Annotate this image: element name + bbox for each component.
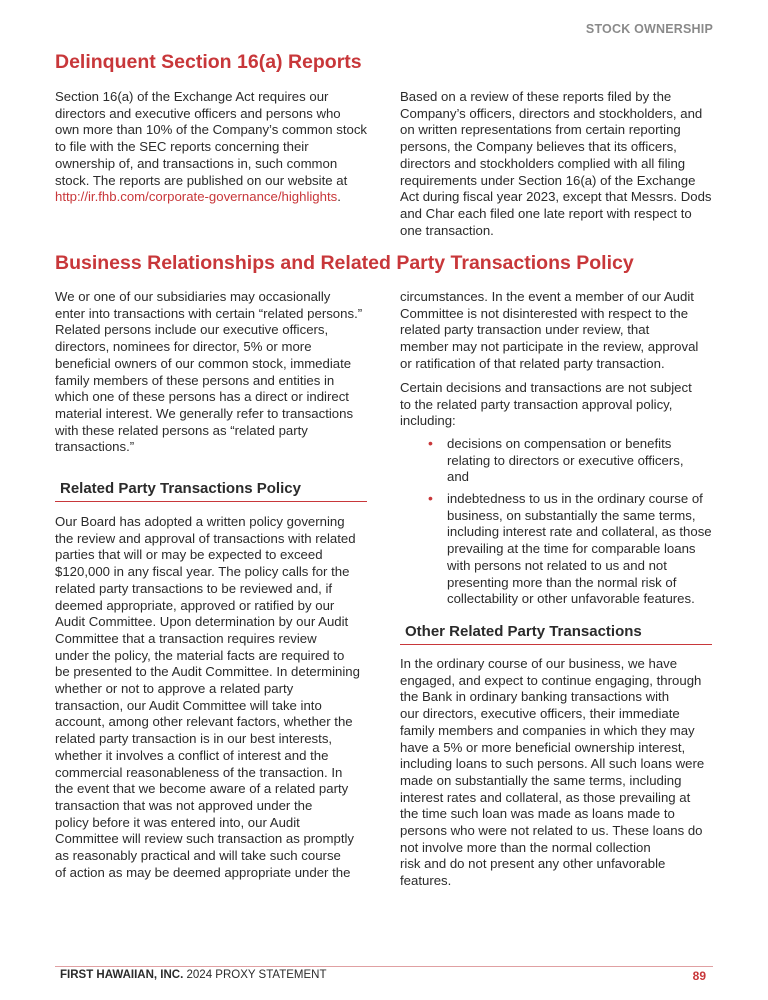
text-line: of action as may be deemed appropriate under the — [55, 864, 351, 880]
link-suffix: . — [337, 189, 341, 205]
text-line: ownership of, and transactions in, such common — [55, 155, 338, 171]
text-line: deemed appropriate, approved or ratified by our — [55, 597, 335, 613]
text-line: the review and approval of transactions with related — [55, 530, 356, 546]
text-line: requirements under Section 16(a) of the Exchange — [400, 172, 696, 188]
text-line: Committee is not disinterested with respect to the — [400, 305, 689, 321]
text-line: the Bank in ordinary banking transactions with — [400, 689, 670, 705]
bullet-icon: • — [428, 435, 433, 451]
text-line: We or one of our subsidiaries may occasionally — [55, 289, 331, 304]
text-line: related party transaction is in our best interests, — [55, 731, 333, 747]
text-line: persons who were not related to us. These loans do — [400, 823, 703, 839]
section-title-business: Business Relationships and Related Party Transactions Policy — [55, 252, 634, 274]
text-line: stock. The reports are published on our website at — [55, 172, 348, 188]
text-line: on written representations from certain reporting — [400, 122, 681, 138]
text-line: family members and companies in which they may — [400, 722, 695, 738]
text-line: Act during fiscal year 2023, except that Messrs. Dods — [400, 189, 712, 205]
page-number: 89 — [692, 969, 706, 983]
other-transactions-paragraph — [400, 656, 704, 890]
text-line: which one of these persons has a direct or indirect — [55, 389, 349, 405]
text-line: with persons not related to us and not — [447, 557, 667, 573]
text-line: be presented to the Audit Committee. In determining — [55, 664, 360, 680]
text-line: member may not participate in the review, approval — [400, 339, 699, 355]
section-title-delinquent: Delinquent Section 16(a) Reports — [55, 51, 362, 73]
footer-divider — [55, 966, 713, 967]
text-line: policy before it was entered into, our Audit — [55, 814, 300, 830]
text-line: decisions on compensation or benefits — [447, 436, 672, 451]
text-line: relating to directors or executive officers, — [447, 452, 684, 468]
text-line: transaction, our Audit Committee will take into — [55, 697, 322, 713]
text-line: whether or not to approve a related party — [55, 681, 294, 697]
text-line: with these related persons as “related party — [55, 422, 308, 438]
running-header: STOCK OWNERSHIP — [585, 22, 713, 36]
text-line: collectability or other unfavorable features. — [447, 591, 695, 607]
subsection-title-policy: Related Party Transactions Policy — [55, 480, 367, 502]
text-line: transactions.” — [55, 439, 135, 455]
text-line: the time such loan was made as loans made to — [400, 806, 675, 822]
text-line: including loans to such persons. All such loans were — [400, 756, 705, 772]
text-line: circumstances. In the event a member of our Audit — [400, 289, 694, 304]
text-line: material interest. We generally refer to transactions — [55, 405, 354, 421]
footer-doc: 2024 PROXY STATEMENT — [183, 969, 327, 981]
text-line: Certain decisions and transactions are not subject — [400, 380, 692, 395]
business-intro-paragraph — [55, 289, 362, 456]
text-line: transaction that was not approved under the — [55, 797, 313, 813]
text-line: Our Board has adopted a written policy governing — [55, 514, 345, 529]
text-line: interest rates and collateral, as those prevailing at — [400, 789, 691, 805]
text-line: account, among other relevant factors, whether the — [55, 714, 353, 730]
text-line: related party transactions to be reviewed and, if — [55, 580, 333, 596]
text-line: or ratification of that related party transaction. — [400, 355, 665, 371]
text-line: family members of these persons and entities in — [55, 372, 335, 388]
text-line: our directors, executive officers, their immediate — [400, 706, 680, 722]
delinquent-right-paragraph — [400, 89, 712, 239]
text-line: business, on substantially the same terms, — [447, 507, 696, 523]
text-line: In the ordinary course of our business, we have — [400, 656, 678, 671]
footer-title — [60, 969, 326, 981]
text-line: indebtedness to us in the ordinary course of — [447, 491, 703, 506]
footer-company: FIRST HAWAIIAN, INC. — [60, 969, 184, 981]
text-line: $120,000 in any fiscal year. The policy calls for the — [55, 564, 350, 580]
text-line: have a 5% or more beneficial ownership interest, — [400, 739, 686, 755]
text-line: to the related party transaction approval policy, — [400, 396, 673, 412]
subsection-title-other: Other Related Party Transactions — [400, 623, 712, 645]
governance-link[interactable]: http://ir.fhb.com/corporate-governance/highlights — [55, 189, 338, 205]
text-line: commercial reasonableness of the transaction. In — [55, 764, 343, 780]
bullet-item-indebtedness — [447, 491, 712, 608]
text-line: own more than 10% of the Company’s common stock — [55, 122, 368, 138]
text-line: Committee will review such transaction as promptly — [55, 831, 355, 847]
text-line: Audit Committee. Upon determination by our Audit — [55, 614, 349, 630]
text-line: Based on a review of these reports filed by the — [400, 89, 672, 104]
text-line: persons, the Company believes that its officers, — [400, 139, 677, 155]
text-line: as reasonably practical and will take such course — [55, 848, 341, 864]
text-line: Section 16(a) of the Exchange Act requires our — [55, 89, 329, 104]
text-line: directors and executive officers and persons who — [55, 105, 341, 121]
text-line: whether it involves a conflict of interest and the — [55, 747, 329, 763]
policy-continued-paragraph — [400, 289, 698, 373]
text-line: Related persons include our executive officers, — [55, 322, 329, 338]
text-line: made on substantially the same terms, including — [400, 772, 682, 788]
text-line: parties that will or may be expected to exceed — [55, 547, 323, 563]
text-line: under the policy, the material facts are required to — [55, 647, 345, 663]
text-line: including interest rate and collateral, as those — [447, 524, 712, 540]
delinquent-left-paragraph — [55, 89, 367, 206]
bullet-icon: • — [428, 490, 433, 506]
text-line: enter into transactions with certain “related persons.” — [55, 305, 363, 321]
text-line: directors and stockholders complied with all filing — [400, 155, 686, 171]
text-line: one transaction. — [400, 222, 494, 238]
text-line: and Char each filed one late report with respect to — [400, 205, 692, 221]
text-line: not involve more than the normal collection — [400, 839, 651, 855]
certain-decisions-paragraph — [400, 380, 692, 430]
text-line: Committee that a transaction requires review — [55, 630, 317, 646]
text-line: including: — [400, 413, 456, 429]
text-line: beneficial owners of our common stock, immediate — [55, 355, 352, 371]
text-line: engaged, and expect to continue engaging, through — [400, 672, 702, 688]
text-line: presenting more than the normal risk of — [447, 574, 677, 590]
text-line: features. — [400, 873, 452, 889]
text-line: directors, nominees for director, 5% or more — [55, 339, 312, 355]
text-line: risk and do not present any other unfavorable — [400, 856, 666, 872]
text-line: related party transaction under review, that — [400, 322, 650, 338]
text-line: Company’s officers, directors and stockholders, and — [400, 105, 703, 121]
text-line: to file with the SEC reports concerning their — [55, 139, 309, 155]
text-line: the event that we become aware of a related party — [55, 781, 349, 797]
text-line: prevailing at the time for comparable loans — [447, 541, 696, 557]
policy-paragraph — [55, 514, 360, 881]
bullet-item-compensation — [447, 436, 684, 486]
text-line: and — [447, 469, 470, 485]
